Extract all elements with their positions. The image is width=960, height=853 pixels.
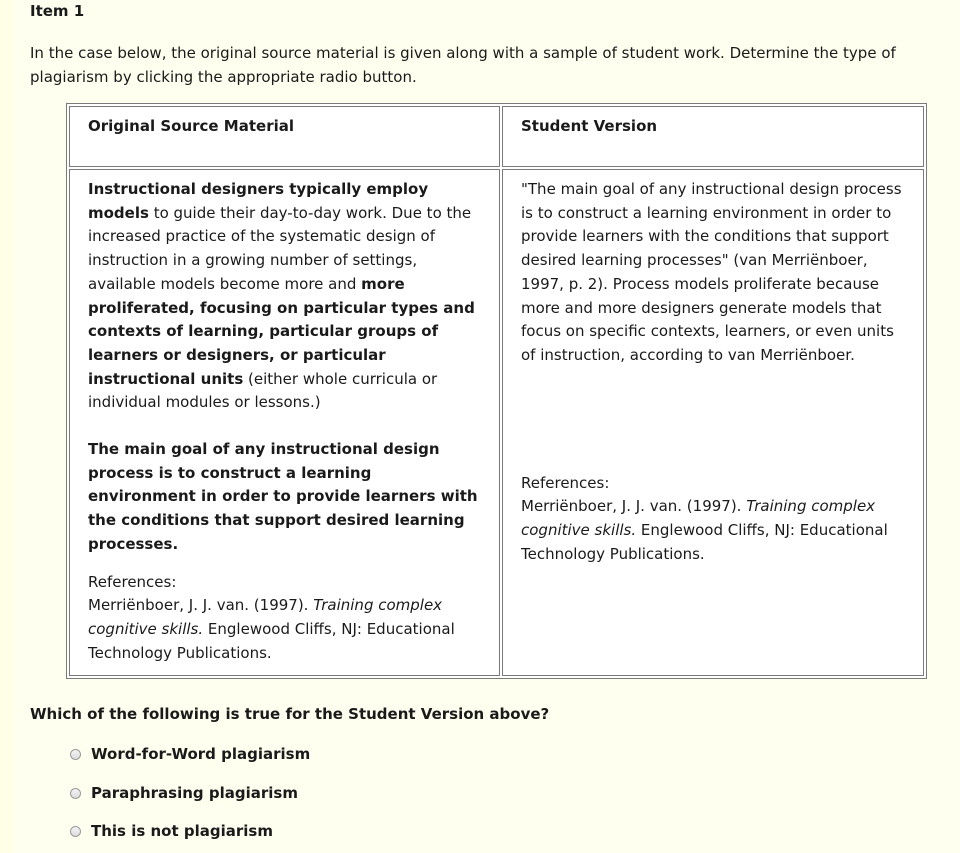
radio-button[interactable] (70, 826, 81, 837)
original-references (88, 571, 481, 666)
reference-publisher: Englewood Cliffs, NJ: Educational Technology Publications. (88, 619, 455, 662)
header-student: Student Version (502, 106, 924, 167)
table-body-row (69, 169, 924, 676)
question: Which of the following is true for the Student Version above? (30, 705, 550, 723)
instructions: In the case below, the original source material is given along with a sample of student work. Determine the type of plagiarism by clicking the appropriate radio button. (30, 44, 896, 86)
reference-author: Merriënboer, J. J. van. (1997). (521, 497, 742, 516)
reference-entry (88, 594, 481, 665)
student-text: "The main goal of any instructional design process is to construct a learning environment in order to provide learners with the conditions that support desired learning processes" (van Merriënboer, 1997, p. 2). Process models proliferate because more and more designers generate models that focus on specific contexts, learners, or even units of instruction, according to van Merriënboer. (521, 180, 902, 364)
original-p1-seg: to guide their day-to-day work. Due to the increased practice of the systematic design of instruction in a growing number of settings, available models become more and (88, 203, 472, 293)
references-label: References: (521, 473, 610, 492)
reference-publisher: Englewood Cliffs, NJ: Educational Technology Publications. (521, 521, 888, 563)
original-p1-seg: Instructional designers typically employ models (88, 180, 429, 222)
original-p2-text: The main goal of any instructional design process is to construct a learning environment in order to provide learners with the conditions that support desired learning processes. (88, 440, 478, 553)
radio-button[interactable] (70, 749, 81, 760)
original-paragraph-2 (88, 438, 481, 557)
item-title: Item 1 (30, 2, 85, 20)
left-strip (0, 0, 14, 853)
student-version-cell (502, 169, 924, 676)
reference-author: Merriënboer, J. J. van. (1997). (88, 596, 309, 615)
reference-title: Training complex cognitive skills. (521, 497, 876, 540)
option-not-plagiarism[interactable] (70, 822, 273, 840)
option-label: This is not plagiarism (91, 822, 273, 840)
option-label: Word-for-Word plagiarism (91, 745, 311, 763)
header-original: Original Source Material (69, 106, 500, 167)
option-word-for-word[interactable] (70, 745, 310, 763)
reference-entry (521, 495, 905, 566)
references-label: References: (88, 572, 177, 591)
table-header-row (69, 106, 924, 167)
original-p1-seg: (either whole curricula or individual modules or lessons.) (88, 369, 438, 412)
reference-title: Training complex cognitive skills. (88, 596, 443, 638)
option-label: Paraphrasing plagiarism (91, 784, 298, 802)
option-paraphrasing[interactable] (70, 784, 298, 802)
radio-button[interactable] (70, 788, 81, 799)
original-source-cell (69, 169, 500, 676)
original-paragraph-1 (88, 178, 481, 415)
original-p1-seg: more proliferated, focusing on particular types and contexts of learning, particular groups of learners or designers, or particular instructional units (88, 274, 475, 388)
student-references (521, 472, 905, 567)
comparison-table (66, 103, 927, 679)
